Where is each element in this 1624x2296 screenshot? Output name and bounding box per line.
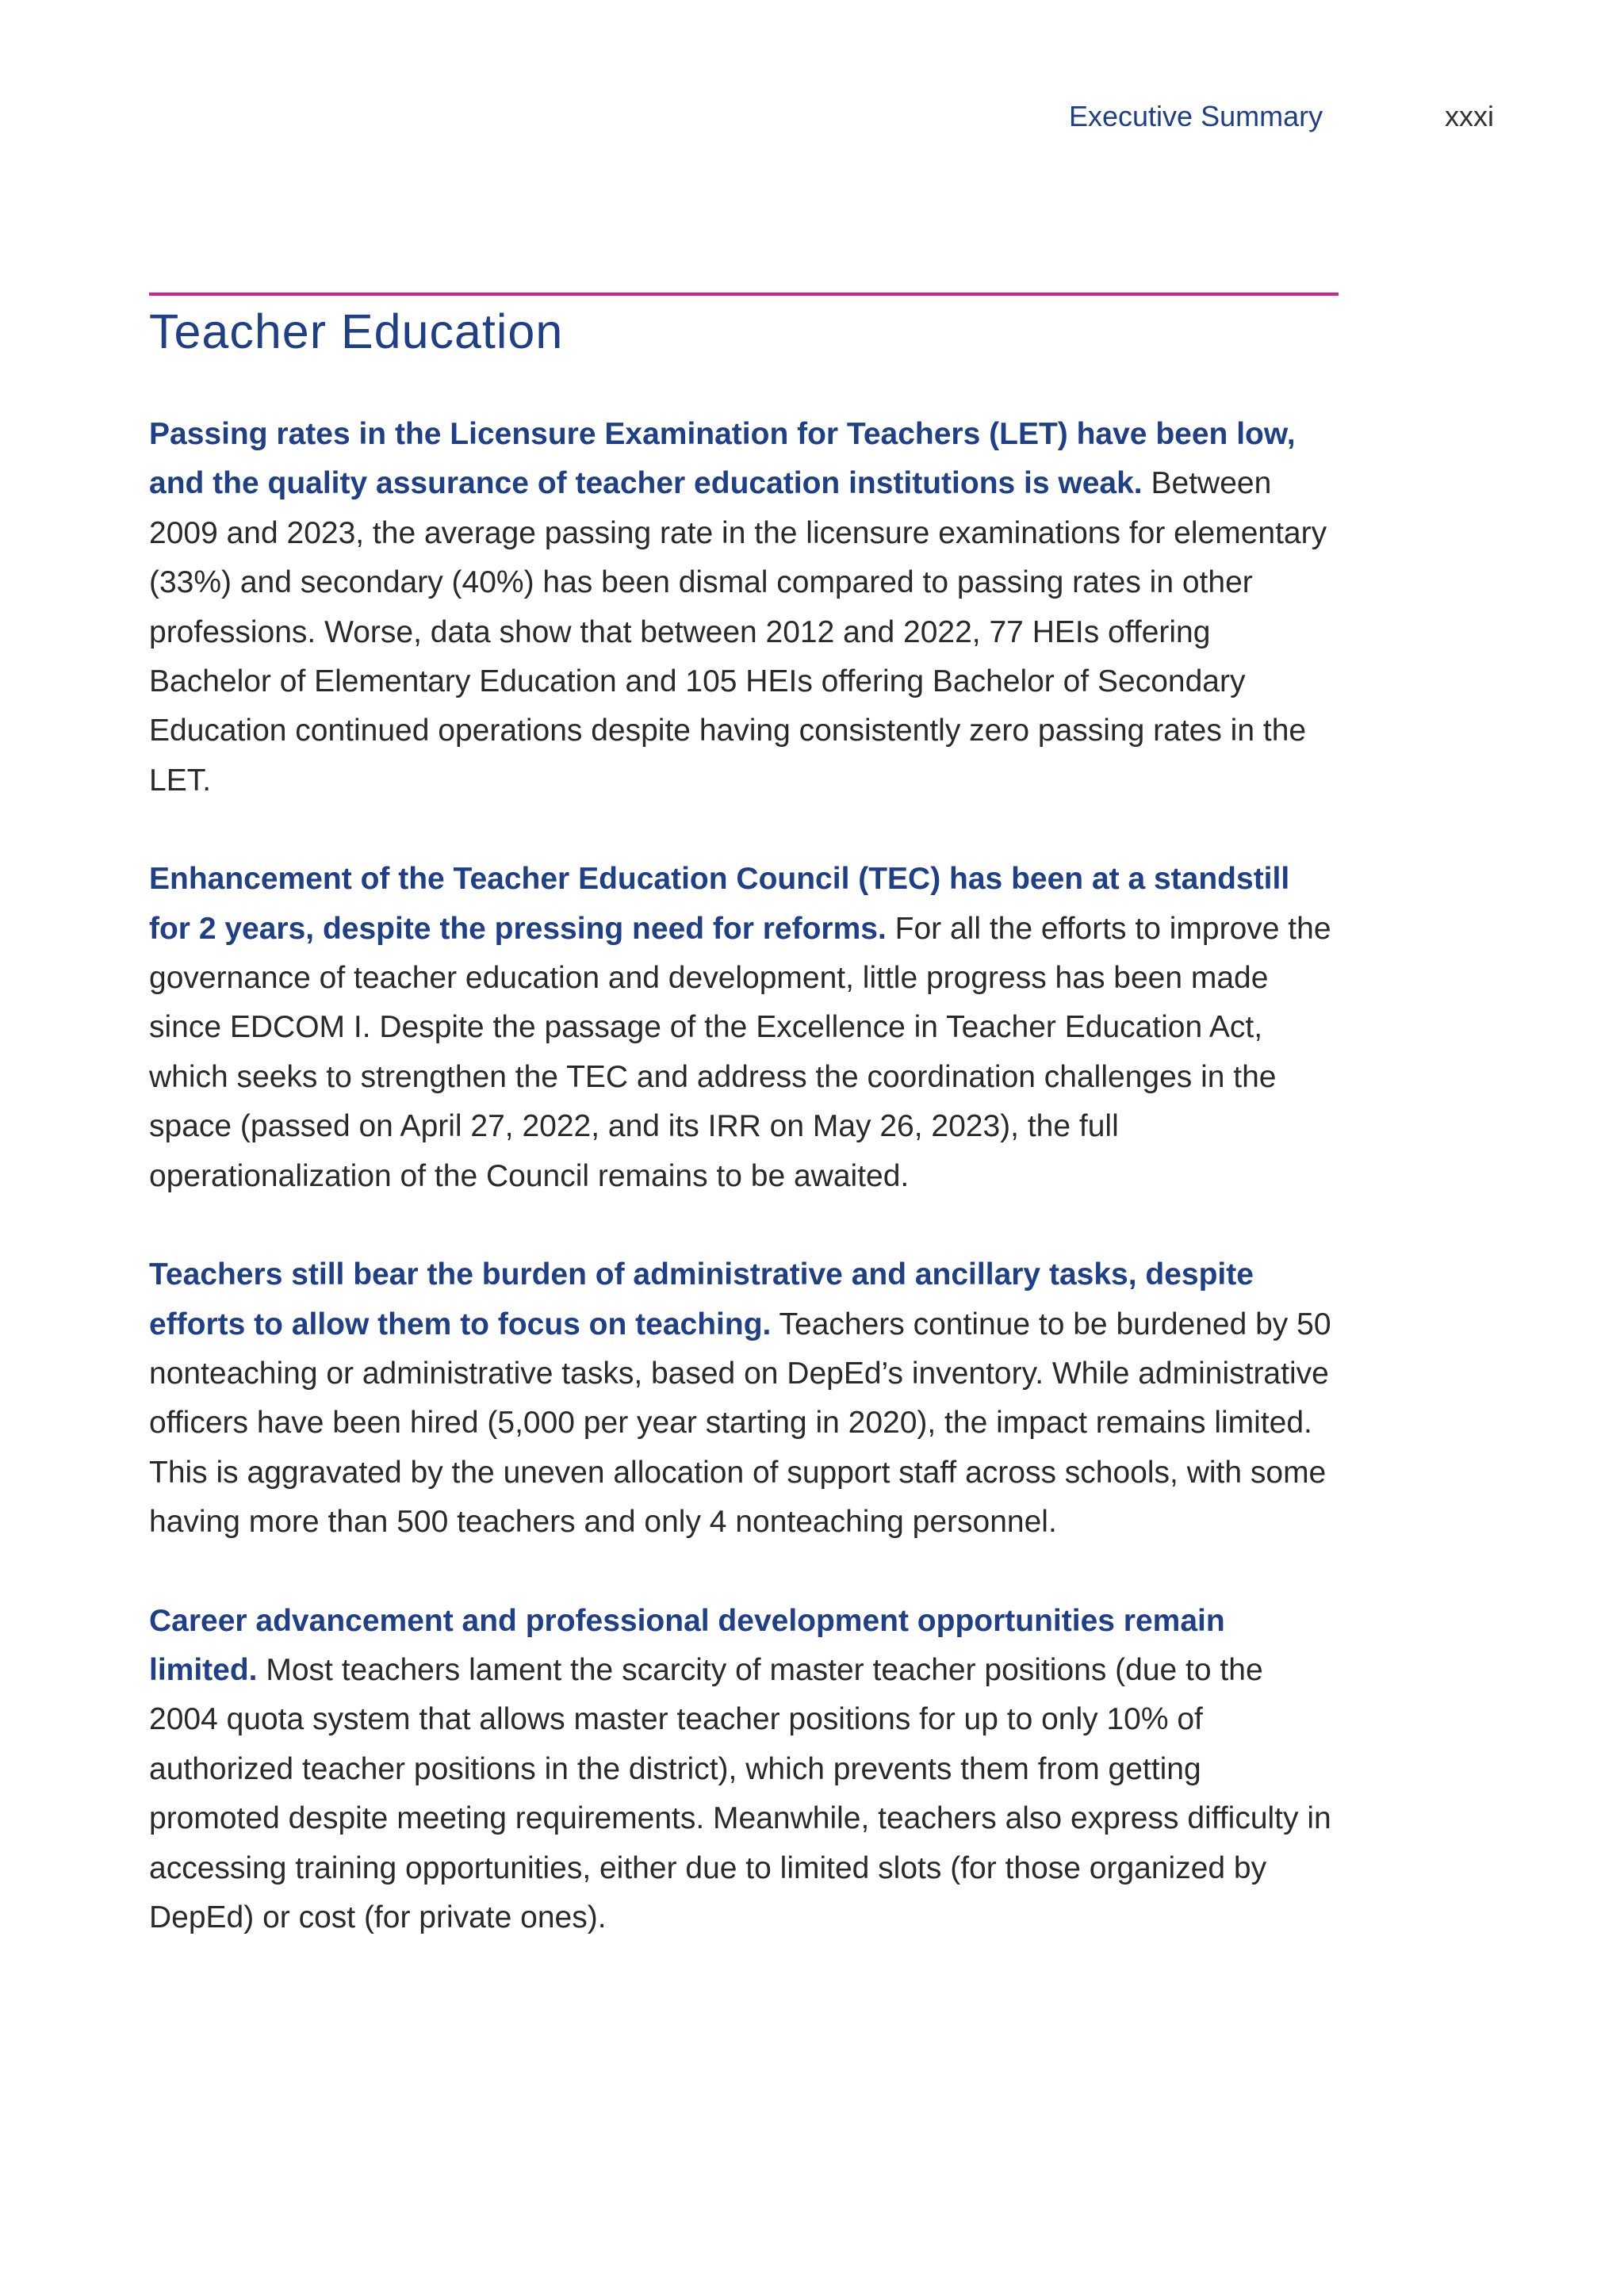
running-title: Executive Summary: [1069, 100, 1323, 132]
paragraph-career-advancement: [149, 1597, 1339, 1943]
paragraph-lead: Passing rates in the Licensure Examination for Teachers (LET) have been low, and the quality assurance of teacher education institutions is weak.: [149, 417, 1296, 501]
running-header: [0, 97, 1624, 136]
paragraph-body: For all the efforts to improve the governance of teacher education and development, little progress has been made since EDCOM I. Despite the passage of the Excellence in Teacher Education Act, which seeks to strengthen the TEC and address the coordination challenges in the space (passed on April 27, 2022, and its IRR on May 26, 2023), the full operationalization of the Council remains to be awaited.: [149, 911, 1331, 1193]
paragraph-let-passing-rates: [149, 410, 1339, 806]
page-number: xxxi: [1445, 100, 1494, 132]
paragraph-lead: Teachers still bear the burden of administrative and ancillary tasks, despite efforts to allow them to focus on teaching.: [149, 1257, 1254, 1341]
paragraph-lead: Career advancement and professional development opportunities remain limited.: [149, 1603, 1225, 1687]
paragraph-administrative-burden: [149, 1250, 1339, 1547]
paragraph-body: Teachers continue to be burdened by 50 nonteaching or administrative tasks, based on DepEd’s inventory. While administrative officers have been hired (5,000 per year starting in 2020), the impact remains limited. This is aggravated by the uneven allocation of support staff across schools, with some having more than 500 teachers and only 4 nonteaching personnel.: [149, 1307, 1331, 1540]
section-divider: [149, 293, 1339, 296]
paragraph-body: Between 2009 and 2023, the average passing rate in the licensure examinations for elementary (33%) and secondary (40%) has been dismal compared to passing rates in other professions. Worse, data show that between 2012 and 2022, 77 HEIs offering Bachelor of Elementary Education and 105 HEIs offering Bachelor of Secondary Education continued operations despite having consistently zero passing rates in the LET.: [149, 466, 1327, 798]
paragraph-body: Most teachers lament the scarcity of master teacher positions (due to the 2004 quota system that allows master teacher positions for up to only 10% of authorized teacher positions in the district), which prevents them from getting promoted despite meeting requirements. Meanwhile, teachers also express difficulty in accessing training opportunities, either due to limited slots (for those organized by DepEd) or cost (for private ones).: [149, 1652, 1331, 1934]
paragraph-tec-standstill: [149, 855, 1339, 1201]
paragraph-lead: Enhancement of the Teacher Education Council (TEC) has been at a standstill for 2 years, despite the pressing need for reforms.: [149, 862, 1290, 946]
body-content: [149, 410, 1339, 1992]
section-title: Teacher Education: [149, 304, 564, 358]
